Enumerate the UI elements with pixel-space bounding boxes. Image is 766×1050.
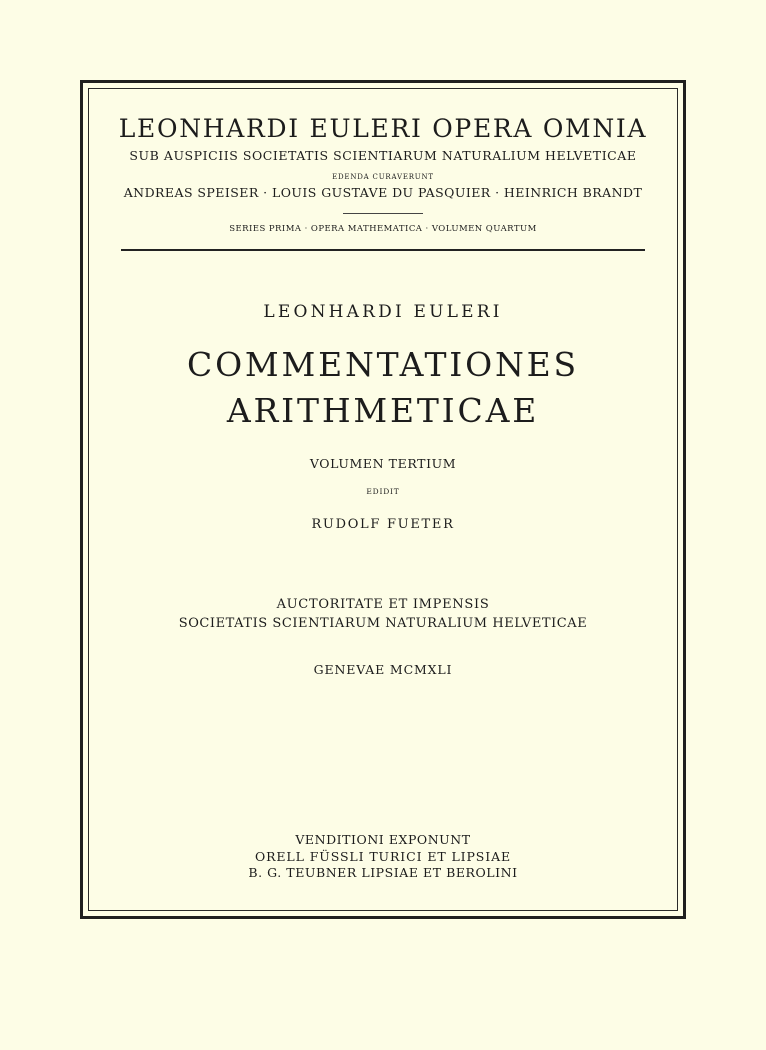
inner-border <box>88 88 678 911</box>
volume-editor: RUDOLF FUETER <box>311 517 455 532</box>
work-title-line-2: ARITHMETICAE <box>226 391 540 430</box>
work-title-line-1: COMMENTATIONES <box>187 345 579 384</box>
series-editors: ANDREAS SPEISER · LOUIS GUSTAVE DU PASQUIER · HEINRICH BRANDT <box>123 185 643 200</box>
place-and-date: GENEVAE MCMXLI <box>313 662 453 677</box>
series-designation: SERIES PRIMA · OPERA MATHEMATICA · VOLUMEN QUARTUM <box>229 224 537 234</box>
series-title: LEONHARDI EULERI OPERA OMNIA <box>118 114 648 143</box>
volume-label: VOLUMEN TERTIUM <box>309 456 457 471</box>
author-name: LEONHARDI EULERI <box>263 302 503 322</box>
series-subtitle: SUB AUSPICIIS SOCIETATIS SCIENTIARUM NATURALIUM HELVETICAE <box>129 148 637 163</box>
short-divider <box>343 213 423 214</box>
header-divider <box>121 249 645 251</box>
publisher-orell-fussli: ORELL FÜSSLI TURICI ET LIPSIAE <box>254 849 512 864</box>
edidit-label: EDIDIT <box>366 487 400 496</box>
edenda-label: EDENDA CURAVERUNT <box>332 173 434 181</box>
auspices-line-1: AUCTORITATE ET IMPENSIS <box>276 597 490 612</box>
auspices-line-2: SOCIETATIS SCIENTIARUM NATURALIUM HELVETICAE <box>178 616 588 631</box>
publisher-teubner: B. G. TEUBNER LIPSIAE ET BEROLINI <box>248 865 518 880</box>
publishers-intro: VENDITIONI EXPONUNT <box>295 832 471 847</box>
